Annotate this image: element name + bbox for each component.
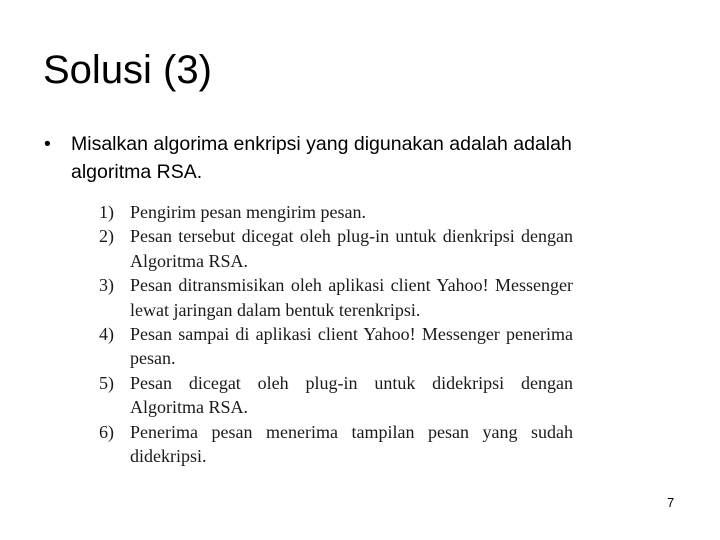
- step-text: Pesan dicegat oleh plug-in untuk didekripsi dengan Algoritma RSA.: [130, 372, 573, 418]
- step-text: Pesan sampai di aplikasi client Yahoo! Messenger penerima pesan.: [130, 324, 573, 369]
- step-text: Penerima pesan menerima tampilan pesan yang sudah didekripsi.: [130, 421, 573, 467]
- step-number: 1): [99, 202, 114, 222]
- step-text: Pengirim pesan mengirim pesan.: [130, 202, 366, 222]
- step-item: [99, 371, 573, 420]
- step-item: [99, 200, 573, 224]
- step-item: [99, 224, 573, 273]
- step-item: [99, 322, 573, 371]
- step-number: 3): [99, 275, 114, 296]
- bullet-icon: •: [44, 133, 51, 155]
- step-number: 4): [99, 324, 114, 345]
- step-item: [99, 273, 573, 322]
- step-number: 5): [99, 372, 114, 393]
- page-number: 7: [667, 495, 675, 510]
- slide-title: Solusi (3): [43, 48, 212, 92]
- steps-list: [99, 200, 573, 468]
- step-text: Pesan tersebut dicegat oleh plug-in untuk dienkripsi dengan Algoritma RSA.: [130, 226, 573, 271]
- bullet-point: [44, 130, 644, 186]
- step-number: 2): [99, 226, 114, 247]
- step-item: [99, 420, 573, 469]
- step-text: Pesan ditransmisikan oleh aplikasi client Yahoo! Messenger lewat jaringan dalam bentuk terenkripsi.: [130, 275, 573, 320]
- bullet-text: Misalkan algorima enkripsi yang digunakan adalah adalah algoritma RSA.: [71, 133, 572, 183]
- step-number: 6): [99, 421, 114, 442]
